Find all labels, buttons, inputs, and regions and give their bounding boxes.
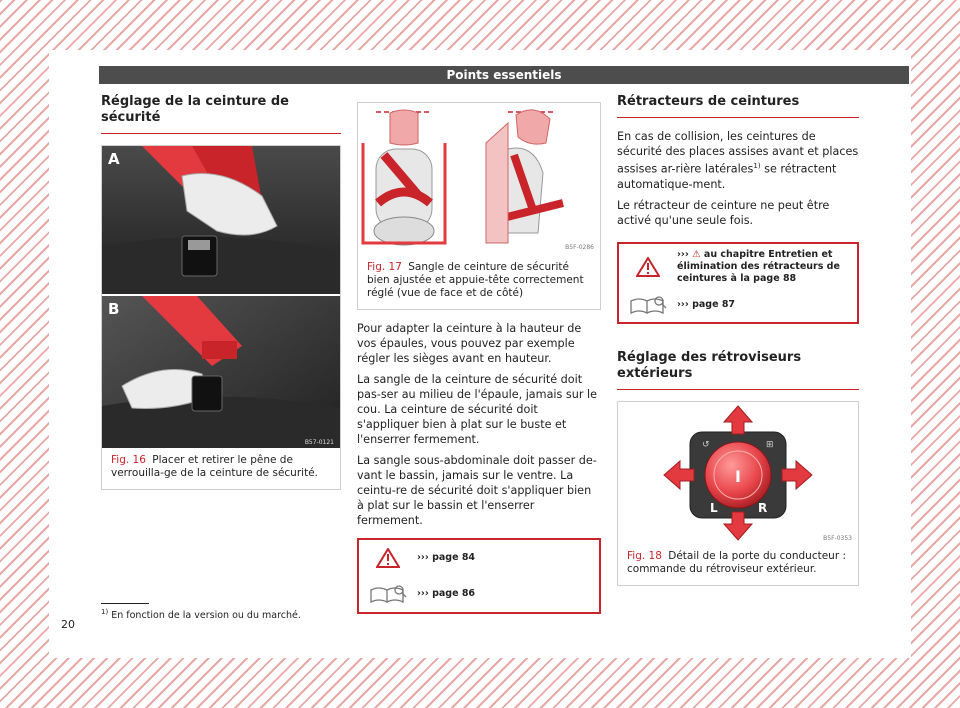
paragraph: Pour adapter la ceinture à la hauteur de vos épaules, vous pouvez par exemple régler les sièges avant en hauteur.	[357, 322, 582, 365]
knob-position-left: L	[710, 500, 718, 515]
book-note-icon	[359, 584, 417, 604]
paragraph: La sangle sous-abdominale doit passer de-vant le bassin, jamais sur le ventre. La ceintu-re de sécurité doit s'appliquer bien à plat sur le bassin et l'enserrer fermement.	[357, 454, 597, 527]
caption-text: Placer et retirer le pêne de verrouilla-ge de la ceinture de sécurité.	[111, 454, 318, 479]
footnote-divider	[101, 603, 149, 604]
page	[49, 50, 911, 658]
book-note-icon	[619, 295, 677, 315]
svg-text:↺: ↺	[702, 439, 710, 450]
figure-label: Fig. 17	[367, 261, 402, 273]
reference-box	[357, 538, 601, 614]
seatbelt-buckle-illustration	[102, 146, 340, 448]
section-title-mirrors: Réglage des rétroviseurs extérieurs	[617, 350, 859, 390]
figure-label: Fig. 18	[627, 549, 662, 562]
paragraph: En cas de collision, les ceintures de sécurité des places assises avant et places assises ar-rière latérales$^{1)}$ se rétractent automatique-ment.	[617, 130, 859, 191]
warning-reference-link[interactable]: ››› page 84	[417, 552, 476, 563]
belt-posture-illustration	[358, 103, 600, 255]
paragraph: Le rétracteur de ceinture ne peut être activé qu'une seule fois.	[617, 198, 830, 227]
warning-reference-link[interactable]: ››› ⚠ au chapitre Entretien et élimination des rétracteurs de ceintures à la page 88	[677, 248, 840, 284]
figure-18-caption	[618, 544, 858, 585]
figure-17	[357, 102, 601, 310]
note-reference-link[interactable]: ››› page 86	[417, 588, 476, 599]
section-title-seatbelt-adjust: Réglage de la ceinture de sécurité	[101, 94, 341, 134]
left-column	[101, 94, 341, 490]
figure-code: B5F-0353	[823, 534, 852, 542]
figure-18	[617, 401, 859, 586]
footnote: $^{1)}$ En fonction de la version ou du marché.	[101, 608, 301, 622]
knob-position-right: R	[758, 500, 768, 515]
warning-icon	[359, 548, 417, 568]
note-reference-link[interactable]: ››› page 87	[677, 298, 736, 310]
warning-icon	[619, 257, 677, 277]
page-number: 20	[61, 618, 75, 631]
knob-position-center: I	[735, 466, 741, 486]
caption-text: Détail de la porte du conducteur : commande du rétroviseur extérieur.	[627, 549, 847, 575]
section-title-retractors: Rétracteurs de ceintures	[617, 94, 859, 118]
figure-16-caption	[102, 448, 340, 489]
figure-code: B57-0121	[304, 439, 334, 446]
reference-box	[617, 242, 859, 324]
panel-label-b: B	[108, 300, 120, 318]
mirror-control-illustration	[618, 402, 858, 544]
caption-text: Sangle de ceinture de sécurité bien ajustée et appuie-tête correctement réglé (vue de face et de côté)	[367, 261, 584, 299]
paragraph: La sangle de la ceinture de sécurité doit pas-ser au milieu de l'épaule, jamais sur le cou. La ceinture de sécurité doit s'appliquer bien à plat sur le buste et l'enserrer fermement.	[357, 373, 597, 446]
right-column	[617, 94, 859, 586]
figure-code: B5F-0286	[565, 244, 594, 251]
figure-17-caption	[358, 255, 600, 309]
middle-column	[357, 102, 601, 614]
figure-16	[101, 145, 341, 490]
panel-label-a: A	[108, 150, 120, 168]
page-header: Points essentiels	[99, 66, 909, 84]
svg-text:⊞: ⊞	[766, 439, 774, 450]
figure-label: Fig. 16	[111, 454, 146, 466]
footnote-mark: 1)	[753, 162, 761, 170]
